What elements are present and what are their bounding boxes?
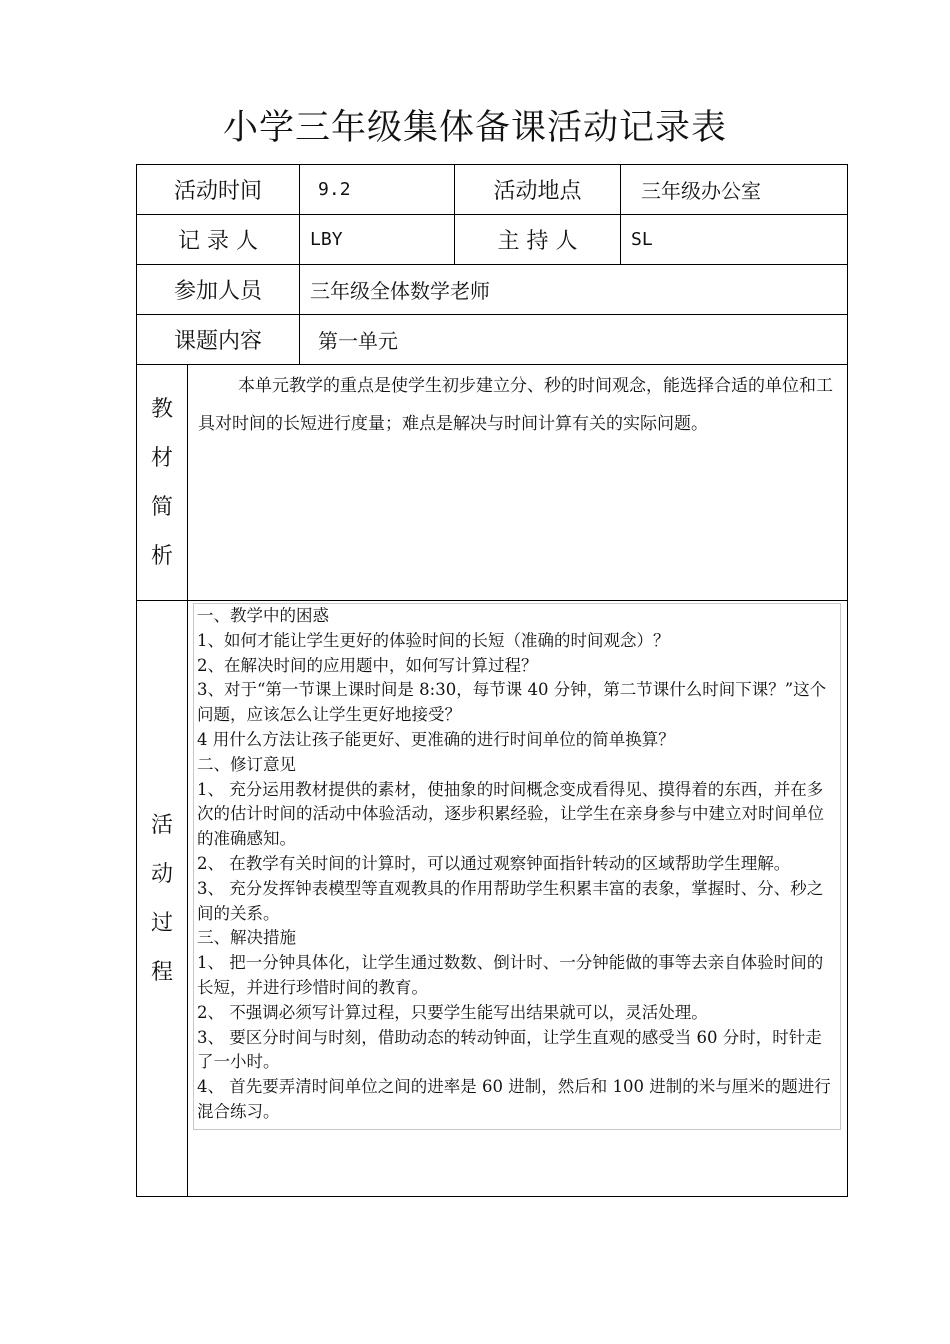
summary-label-char: 材: [150, 445, 173, 471]
process-label-char: 程: [150, 959, 173, 985]
process-line: 三、解决措施: [197, 928, 296, 948]
row-recorder-host: [137, 215, 848, 265]
topic-label: 课题内容: [137, 315, 300, 365]
host-value: SL: [621, 215, 848, 265]
topic-value: 第一单元: [300, 315, 848, 365]
process-line: 3、 要区分时间与时刻，借助动态的转动钟面，让学生直观的感受当 60 分时，时针走了一小时。: [197, 1027, 822, 1072]
row-participants: [137, 265, 848, 315]
row-summary: [137, 365, 848, 601]
process-line: 1、如何才能让学生更好的体验时间的长短（准确的时间观念）？: [197, 630, 670, 650]
row-process: [137, 601, 848, 1197]
recorder-value: LBY: [300, 215, 455, 265]
process-line: 3、 充分发挥钟表模型等直观教具的作用帮助学生积累丰富的表象，掌握时、分、秒之间的关系。: [197, 878, 824, 923]
process-cell: [188, 601, 848, 1197]
activity-place-value: 三年级办公室: [621, 165, 848, 215]
process-label-char: 过: [150, 910, 173, 936]
process-line: 4 用什么方法让孩子能更好、更准确的进行时间单位的简单换算？: [197, 729, 675, 749]
document-title: 小学三年级集体备课活动记录表: [222, 108, 727, 148]
activity-time-value: 9.2: [300, 165, 455, 215]
process-label-char: 活: [150, 812, 173, 838]
summary-label-char: 简: [150, 494, 173, 520]
process-line: 3、对于“第一节课上课时间是 8:30，每节课 40 分钟，第二节课什么时间下课？”这个问题，应该怎么让学生更好地接受？: [197, 680, 827, 725]
process-line: 1、 把一分钟具体化，让学生通过数数、倒计时、一分钟能做的事等去亲自体验时间的长短，并进行珍惜时间的教育。: [197, 953, 824, 997]
summary-label-char: 教: [150, 396, 173, 422]
process-line: 2、 不强调必须写计算过程，只要学生能写出结果就可以，灵活处理。: [197, 1002, 708, 1022]
summary-label-char: 析: [150, 543, 173, 569]
process-label-char: 动: [150, 861, 173, 887]
host-label: 主 持 人: [455, 215, 621, 265]
process-line: 1、 充分运用教材提供的素材，使抽象的时间概念变成看得见、摸得着的东西，并在多次的估计时间的活动中体验活动，逐步积累经验，让学生在亲身参与中建立对时间单位的准确感知。: [197, 779, 824, 849]
process-line: 2、 在教学有关时间的计算时，可以通过观察钟面指针转动的区域帮助学生理解。: [197, 853, 791, 873]
row-time-place: [137, 165, 848, 215]
process-line: 2、在解决时间的应用题中，如何写计算过程？: [197, 655, 538, 675]
process-line: 4、 首先要弄清时间单位之间的进率是 60 进制，然后和 100 进制的米与厘米的题进行混合练习。: [197, 1077, 831, 1121]
record-table: [136, 164, 848, 1197]
summary-text: 本单元教学的重点是使学生初步建立分、秒的时间观念，能选择合适的单位和工具对时间的长短进行度量；难点是解决与时间计算有关的实际问题。: [198, 376, 833, 434]
participants-label: 参加人员: [137, 265, 300, 315]
activity-place-label: 活动地点: [455, 165, 621, 215]
activity-time-label: 活动时间: [137, 165, 300, 215]
recorder-label: 记 录 人: [137, 215, 300, 265]
process-label: [137, 601, 188, 1197]
summary-label: [137, 365, 188, 601]
process-text-box: [193, 603, 841, 1130]
participants-value: 三年级全体数学老师: [300, 265, 848, 315]
summary-cell: [188, 365, 848, 601]
process-line: 二、修订意见: [197, 754, 296, 774]
row-topic: [137, 315, 848, 365]
process-line: 一、教学中的困惑: [197, 606, 329, 625]
